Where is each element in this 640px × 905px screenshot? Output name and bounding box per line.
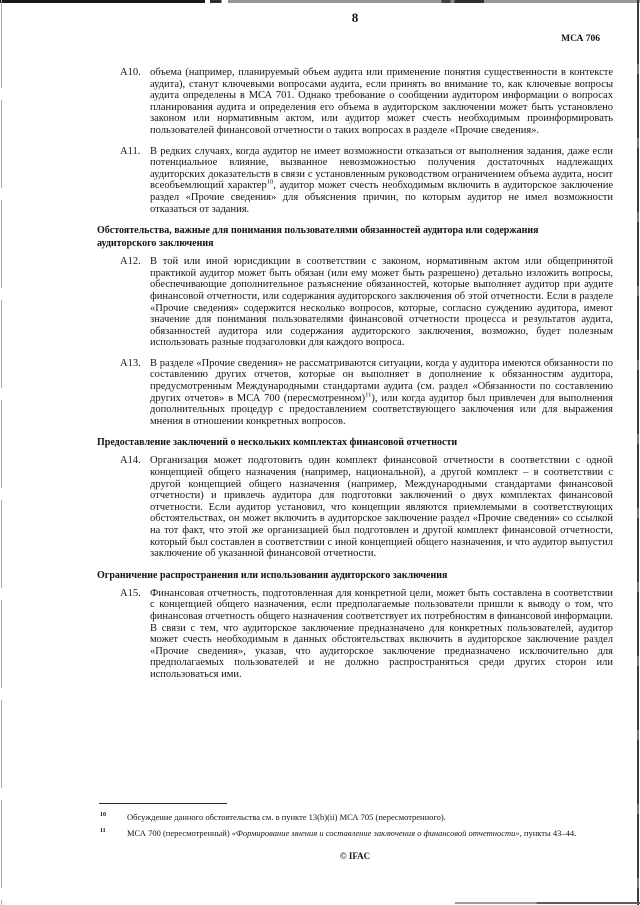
paragraph-number: А15. [120, 587, 141, 599]
footnote-number: 11 [100, 828, 106, 834]
paragraph-text: В той или иной юрисдикции в соответствии с законом, нормативным актом или общепринятой практикой аудитор может быть обязан (или ему может быть разрешено) детально изложить вопросы, обеспечивающие дополнительное разъяснение обязанностей, которые выполняет аудитор при аудите финансовой отчетности, или содержания аудиторского заключения об этой отчетности. Если в разделе «Прочие сведения» содержится несколько вопросов, которые, согласно суждению аудитора, имеют значение для понимания пользователями финансовой отчетности процесса и результатов аудита, обязанностей аудитора или содержания аудиторского заключения, возможно, будет полезным использовать разные подзаголовки для каждого вопроса. [150, 256, 613, 349]
footnote-number: 10 [100, 812, 106, 818]
page-footer [97, 803, 613, 861]
paragraph-text: В разделе «Прочие сведения» не рассматриваются ситуации, когда у аудитора имеются обязанности по составлению других отчетов, которые он выполняет в дополнение к обязанностям аудитора, предусмотренным Международными стандартами аудита (см. раздел «Обязанности по составлению других отчетов» в МСА 700 (пересмотренном)$^{11}$), или когда аудитор был привлечен для выполнения дополнительных процедур с предоставлением соответствующего заключения или для выражения мнения в отношении конкретных вопросов. [150, 357, 613, 427]
section-heading-auditor-responsibilities: Обстоятельства, важные для понимания пользователями обязанностей аудитора или содержания аудиторского заключения [97, 225, 539, 250]
paragraph-a13 [97, 358, 613, 428]
footnote-separator [99, 803, 227, 804]
document-body [97, 67, 613, 681]
paragraph-number: А12. [120, 256, 141, 268]
paragraph-text: В редких случаях, когда аудитор не имеет возможности отказаться от выполнения задания, даже если потенциальное влияние, вызванное невозможностью получения достаточных надлежащих аудиторских доказательств в связи с установленным руководством ограничением объема аудита, носит всеобъемлющий характер$^{10}$, аудитор может счесть необходимым включить в аудиторское заключение раздел «Прочие сведения» для объяснения причин, по которым аудитор не имел возможности отказаться от задания. [150, 145, 613, 215]
footnote-text: Обсуждение данного обстоятельства см. в пункте 13(b)(ii) МСА 705 (пересмотренного). [127, 812, 446, 822]
footnote-text: МСА 700 (пересмотренный) «Формирование мнения и составление заключения о финансовой отчетности», пункты 43–44. [127, 828, 577, 838]
paragraph-a10 [97, 67, 613, 137]
paragraph-number: А14. [120, 455, 141, 467]
page-header [97, 0, 613, 45]
scan-edge-right [637, 0, 639, 905]
paragraph-text: Финансовая отчетность, подготовленная для конкретной цели, может быть составлена в соответствии с концепцией общего назначения, если предполагаемые пользователи пришли к выводу о том, что финансовая отчетность общего назначения соответствует их потребностям в финансовой информации. В связи с тем, что аудиторское заключение предназначено для конкретных пользователей, аудитор может счесть необходимым в данных обстоятельствах включить в аудиторское заключение раздел «Прочие сведения», указав, что аудиторское заключение предназначено исключительно для предполагаемых пользователей и не должно распространяться среди других сторон или использоваться ими. [150, 587, 613, 680]
section-heading-restriction-distribution: Ограничение распространения или использования аудиторского заключения [97, 569, 448, 581]
copyright-notice: © IFAC [339, 851, 371, 861]
paragraph-a15 [97, 588, 613, 681]
scan-edge-bottom [455, 902, 640, 904]
paragraph-text: объема (например, планируемый объем аудита или применение понятия существенности в контексте аудита), станут ключевыми вопросами аудита, если принять во внимание то, как ключевые вопросы аудита определены в МСА 701. Однако требование о сообщении аудитором информации о вопросах планирования аудита и определения его объема в аудиторском заключении может быть установлено законом или нормативным актом, или аудитор может счесть необходимым проинформировать пользователей финансовой отчетности о таких вопросах в разделе «Прочие сведения». [150, 67, 613, 136]
page-content [97, 0, 613, 690]
section-heading-multiple-financial-statements: Предоставление заключений о нескольких комплектах финансовой отчетности [97, 437, 458, 449]
document-code: МСА 706 [561, 34, 600, 44]
paragraph-a12 [97, 256, 613, 349]
footnote-11 [97, 828, 613, 838]
paragraph-number: А13. [120, 357, 141, 369]
page-number: 8 [351, 10, 359, 25]
paragraph-a14 [97, 455, 613, 559]
paragraph-text: Организация может подготовить один комплект финансовой отчетности в соответствии с одной концепцией общего назначения (например, национальной), а другой комплект – в соответствии с другой концепцией общего назначения (например, Международными стандартами финансовой отчетности) и привлечь аудитора для подготовки заключений о двух комплектах финансовой отчетности. Если аудитор установил, что концепции являются приемлемыми в соответствующих обстоятельствах, он может включить в аудиторское заключение раздел «Прочие сведения» со ссылкой на тот факт, что этой же организацией был подготовлен и другой комплект финансовой отчетности, который был составлен в соответствии с иной концепцией общего назначения, и что аудитор выпустил заключение об указанной финансовой отчетности. [150, 455, 613, 560]
footnote-10 [97, 812, 613, 822]
paragraph-number: А10. [120, 67, 141, 78]
scan-edge-left [1, 0, 2, 905]
paragraph-number: А11. [120, 145, 141, 157]
paragraph-a11 [97, 146, 613, 216]
